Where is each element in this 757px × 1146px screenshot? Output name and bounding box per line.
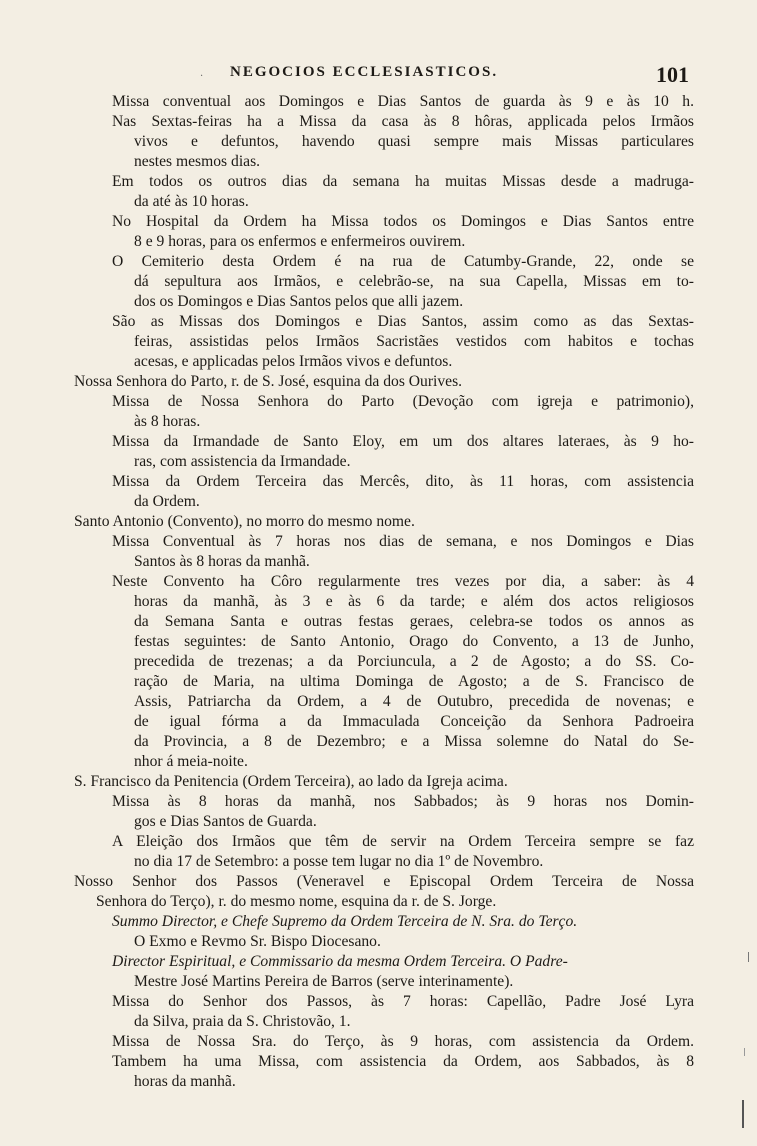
text-line: Missa de Nossa Sra. do Terço, às 9 horas, com assistencia da Ordem. [112, 1033, 694, 1050]
text-line: de igual fórma a da Immaculada Conceição da Senhora Padroeira [134, 713, 694, 730]
text-line: No Hospital da Ordem ha Missa todos os Domingos e Dias Santos entre [112, 213, 694, 230]
text-line: Missa da Irmandade de Santo Eloy, em um dos altares lateraes, às 9 ho- [112, 433, 694, 450]
text-line: ras, com assistencia da Irmandade. [134, 453, 351, 470]
text-line: nhor á meia-noite. [134, 753, 248, 770]
text-line: Nas Sextas-feiras ha a Missa da casa às 8 hôras, applicada pelos Irmãos [112, 113, 694, 130]
text-line: da Semana Santa e outras festas geraes, celebra-se todos os annos as [134, 613, 694, 630]
text-line: acesas, e applicadas pelos Irmãos vivos e defuntos. [134, 353, 453, 370]
text-line: da Ordem. [134, 493, 200, 510]
text-line: dos os Domingos e Dias Santos pelos que alli jazem. [134, 293, 464, 310]
text-line: às 8 horas. [134, 413, 201, 430]
text-line: vivos e defuntos, havendo quasi sempre mais Missas particulares [134, 133, 694, 150]
margin-mark [744, 1048, 745, 1056]
text-line: da até às 10 horas. [134, 193, 249, 210]
page-header [0, 62, 757, 92]
text-line-italic: Director Espiritual, e Commissario da mesma Ordem Terceira. O Padre- [112, 953, 568, 970]
text-line: O Exmo e Revmo Sr. Bispo Diocesano. [134, 933, 381, 950]
text-line: O Cemiterio desta Ordem é na rua de Catumby-Grande, 22, onde se [112, 253, 694, 270]
text-line: dá sepultura aos Irmãos, e celebrão-se, na sua Capella, Missas em to- [134, 273, 694, 290]
section-heading: Santo Antonio (Convento), no morro do mesmo nome. [74, 513, 415, 530]
text-line: ração de Maria, na ultima Dominga de Agosto; a de S. Francisco de [134, 673, 694, 690]
text-line: Missa de Nossa Senhora do Parto (Devoção com igreja e patrimonio), [112, 393, 694, 410]
text-line: 8 e 9 horas, para os enfermos e enfermeiros ouvirem. [134, 233, 466, 250]
text-line: Mestre José Martins Pereira de Barros (serve interinamente). [134, 973, 514, 990]
text-line: feiras, assistidas pelos Irmãos Sacristães vestidos com habitos e tochas [134, 333, 694, 350]
text-line: Missa Conventual às 7 horas nos dias de semana, e nos Domingos e Dias [112, 533, 694, 550]
page-number: 101 [656, 62, 689, 87]
text-line: Assis, Patriarcha da Ordem, a 4 de Outubro, precedida de novenas; e [134, 693, 694, 710]
text-line: no dia 17 de Setembro: a posse tem lugar no dia 1º de Novembro. [134, 853, 544, 870]
text-line: A Eleição dos Irmãos que têm de servir na Ordem Terceira sempre se faz [112, 833, 694, 850]
text-line: nestes mesmos dias. [134, 153, 261, 170]
text-line: horas da manhã. [134, 1073, 236, 1090]
margin-mark [748, 952, 749, 962]
text-line: Missa às 8 horas da manhã, nos Sabbados; às 9 horas nos Domin- [112, 793, 694, 810]
section-heading: Nossa Senhora do Parto, r. de S. José, esquina da dos Ourives. [74, 373, 463, 390]
text-line: Neste Convento ha Côro regularmente tres vezes por dia, a saber: às 4 [112, 573, 694, 590]
header-dot: . [200, 68, 204, 79]
text-line: horas da manhã, às 3 e às 6 da tarde; e além dos actos religiosos [134, 593, 694, 610]
text-line: da Silva, praia da S. Christovão, 1. [134, 1013, 351, 1030]
text-line-italic: Summo Director, e Chefe Supremo da Ordem Terceira de N. Sra. do Terço. [112, 913, 578, 930]
text-line: Missa conventual aos Domingos e Dias Santos de guarda às 9 e às 10 h. [112, 93, 694, 110]
text-line: Missa do Senhor dos Passos, às 7 horas: Capellão, Padre José Lyra [112, 993, 694, 1010]
text-line: gos e Dias Santos de Guarda. [134, 813, 317, 830]
text-line: Em todos os outros dias da semana ha muitas Missas desde a madruga- [112, 173, 694, 190]
text-line: festas seguintes: de Santo Antonio, Orago do Convento, a 13 de Junho, [134, 633, 694, 650]
section-heading: Nosso Senhor dos Passos (Veneravel e Episcopal Ordem Terceira de Nossa [74, 873, 694, 890]
text-line: Senhora do Terço), r. do mesmo nome, esquina da r. de S. Jorge. [96, 893, 497, 910]
text-line: São as Missas dos Domingos e Dias Santos, assim como as das Sextas- [112, 313, 694, 330]
running-title: NEGOCIOS ECCLESIASTICOS. [230, 64, 499, 80]
text-line: Missa da Ordem Terceira das Mercês, dito, às 11 horas, com assistencia [112, 473, 694, 490]
margin-mark [742, 1100, 744, 1128]
text-line: Santos às 8 horas da manhã. [134, 553, 310, 570]
text-line: precedida de trezenas; a da Porciuncula, a 2 de Agosto; a do SS. Co- [134, 653, 694, 670]
text-line: Tambem ha uma Missa, com assistencia da Ordem, aos Sabbados, às 8 [112, 1053, 694, 1070]
text-line: da Provincia, a 8 de Dezembro; e a Missa solemne do Natal do Se- [134, 733, 694, 750]
section-heading: S. Francisco da Penitencia (Ordem Terceira), ao lado da Igreja acima. [74, 773, 508, 790]
